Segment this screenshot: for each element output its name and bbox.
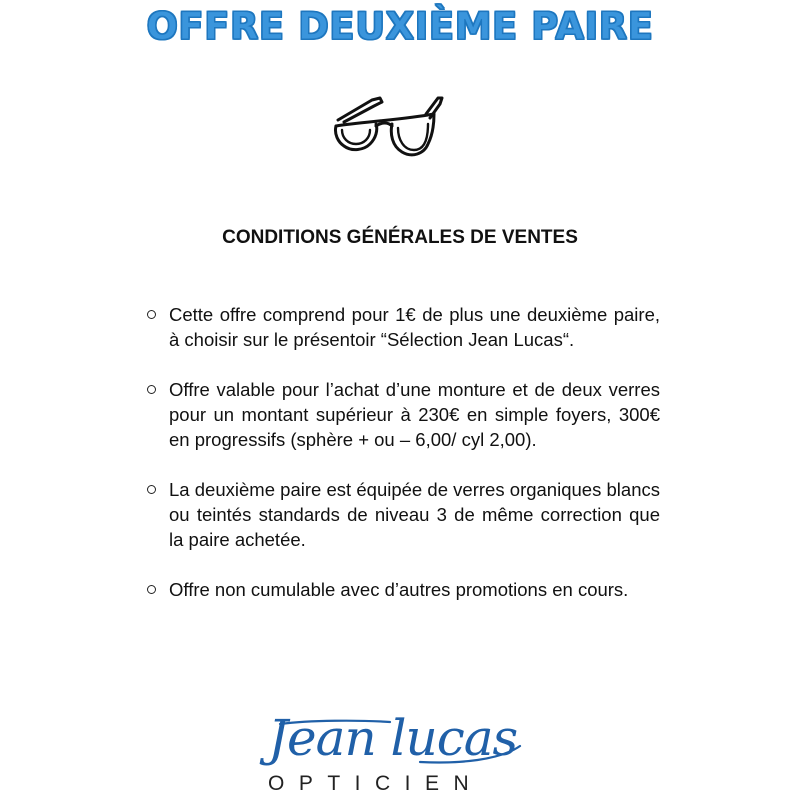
condition-text: Offre valable pour l’achat d’une monture et de deux verres pour un montant supérieur à 230€ en simple foyers, 300€ en progressifs (sphère + ou – 6,00/ cyl 2,00). <box>169 379 660 450</box>
condition-text: La deuxième paire est équipée de verres organiques blancs ou teintés standards de niveau 3 de même correction que la paire achetée. <box>169 479 660 550</box>
bullet-circle-icon <box>147 585 156 594</box>
brand-logo <box>250 708 550 798</box>
list-item <box>145 377 660 452</box>
list-item <box>145 302 660 352</box>
eyeglasses-icon <box>330 92 450 164</box>
condition-text: Offre non cumulable avec d’autres promotions en cours. <box>169 579 629 600</box>
conditions-heading: CONDITIONS GÉNÉRALES DE VENTES <box>222 227 578 248</box>
brand-subtitle: OPTICIEN <box>268 772 484 795</box>
bullet-circle-icon <box>147 385 156 394</box>
condition-text: Cette offre comprend pour 1€ de plus une deuxième paire, à choisir sur le présentoir “Sélection Jean Lucas“. <box>169 304 660 350</box>
bullet-circle-icon <box>147 485 156 494</box>
conditions-list <box>145 302 660 627</box>
offer-title-text: OFFRE DEUXIÈME PAIRE <box>146 5 654 48</box>
bullet-circle-icon <box>147 310 156 319</box>
list-item <box>145 477 660 552</box>
list-item <box>145 577 660 602</box>
offer-title <box>0 2 800 52</box>
brand-name: Jean lucas <box>268 709 518 767</box>
